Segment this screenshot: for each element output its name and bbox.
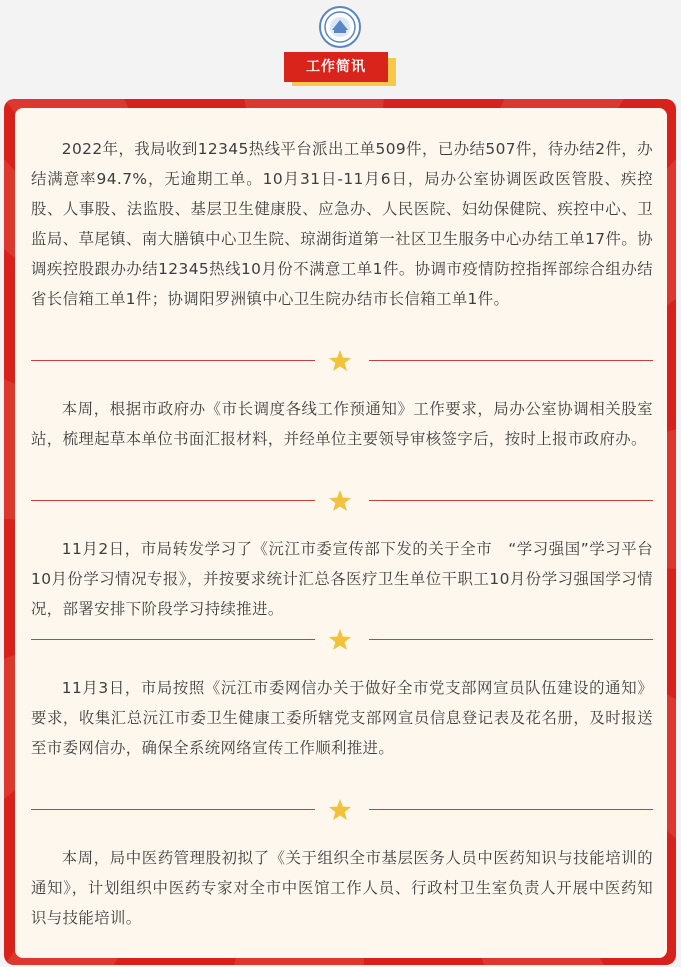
divider	[31, 628, 653, 652]
content-frame	[4, 99, 676, 965]
star-icon	[328, 628, 352, 652]
emblem-icon	[319, 6, 361, 48]
divider-line	[369, 500, 653, 501]
divider	[31, 798, 653, 822]
divider-line	[31, 500, 315, 501]
paragraph-study: 11月2日，市局转发学习了《沅江市委宣传部下发的关于全市 “学习强国”学习平台10月份学习情况专报》，并按要求统计汇总各医疗卫生单位干职工10月份学习强国学习情况，部署安排下阶段学习持续推进。	[31, 540, 653, 618]
star-icon	[328, 489, 352, 513]
divider-line	[31, 639, 315, 640]
section-tag	[284, 52, 396, 86]
paragraph-tcm: 本周，局中医药管理股初拟了《关于组织全市基层医务人员中医药知识与技能培训的通知》，计划组织中医药专家对全市中医馆工作人员、行政村卫生室负责人开展中医药知识与技能培训。	[31, 849, 653, 927]
section-title: 工作简讯	[284, 52, 388, 82]
divider-line	[369, 360, 653, 361]
divider	[31, 349, 653, 373]
content-card	[15, 108, 667, 958]
divider	[31, 489, 653, 513]
divider-line	[369, 639, 653, 640]
divider-line	[31, 360, 315, 361]
paragraph-report: 本周，根据市政府办《市长调度各线工作预通知》工作要求，局办公室协调相关股室站，梳理起草本单位书面汇报材料，并经单位主要领导审核签字后，按时上报市政府办。	[31, 400, 653, 448]
divider-line	[369, 809, 653, 810]
star-icon	[328, 349, 352, 373]
divider-line	[31, 809, 315, 810]
paragraph-network: 11月3日，市局按照《沅江市委网信办关于做好全市党支部网宣员队伍建设的通知》要求，收集汇总沅江市委卫生健康工委所辖党支部网宣员信息登记表及花名册，及时报送至市委网信办，确保全系统网络宣传工作顺利推进。	[31, 679, 653, 757]
header-area	[0, 0, 681, 100]
paragraph-hotline: 2022年，我局收到12345热线平台派出工单509件，已办结507件，待办结2件，办结满意率94.7%，无逾期工单。10月31日-11月6日，局办公室协调医政医管股、疾控股、人事股、法监股、基层卫生健康股、应急办、人民医院、妇幼保健院、疾控中心、卫监局、草尾镇、南大膳镇中心卫生院、琼湖街道第一社区卫生服务中心办结工单17件。协调疾控股跟办办结12345热线10月份不满意工单1件。协调市疫情防控指挥部综合组办结省长信箱工单1件；协调阳罗洲镇中心卫生院办结市长信箱工单1件。	[31, 140, 653, 308]
star-icon	[328, 798, 352, 822]
